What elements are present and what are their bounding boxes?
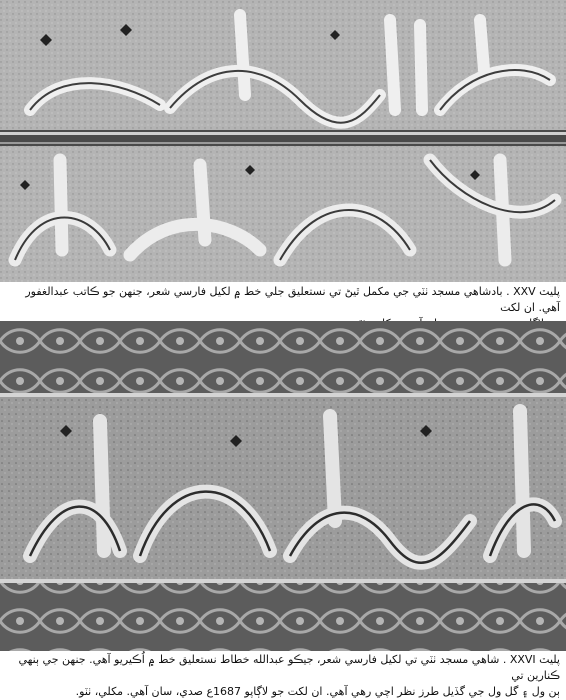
- caption-line: پليٽ XXVI . شاهي مسجد ٺٽي تي لکيل فارسي شعر، جيڪو عبدالله خطاط نستعليق خط ۾ اُڪيريو آهي. جنهن جي ٻنهي ڪنارين تي: [18, 653, 560, 682]
- plate-xxvi-photo: [0, 321, 566, 651]
- inscription-relief-image: [0, 321, 566, 651]
- caption-line: پليٽ XXV . بادشاهي مسجد ٺٽي جي مکمل ٿيڻ تي نستعليق جلي خط ۾ لکيل فارسي شعر، جنهن جو ڪاتب عبدالغفور آهي. ان لکت: [25, 285, 560, 314]
- inscription-relief-image: [0, 0, 566, 282]
- caption-line: ٻن ول ۽ گل ول جي گڏيل طرز نظر اچي رهي آهي. ان لکت جو لاڳاپو 1687ع صدي، سان آهي. مکلي، ٺٽو.: [75, 685, 560, 698]
- plate-xxvi-caption: [6, 652, 560, 700]
- plate-xxv-photo: [0, 0, 566, 282]
